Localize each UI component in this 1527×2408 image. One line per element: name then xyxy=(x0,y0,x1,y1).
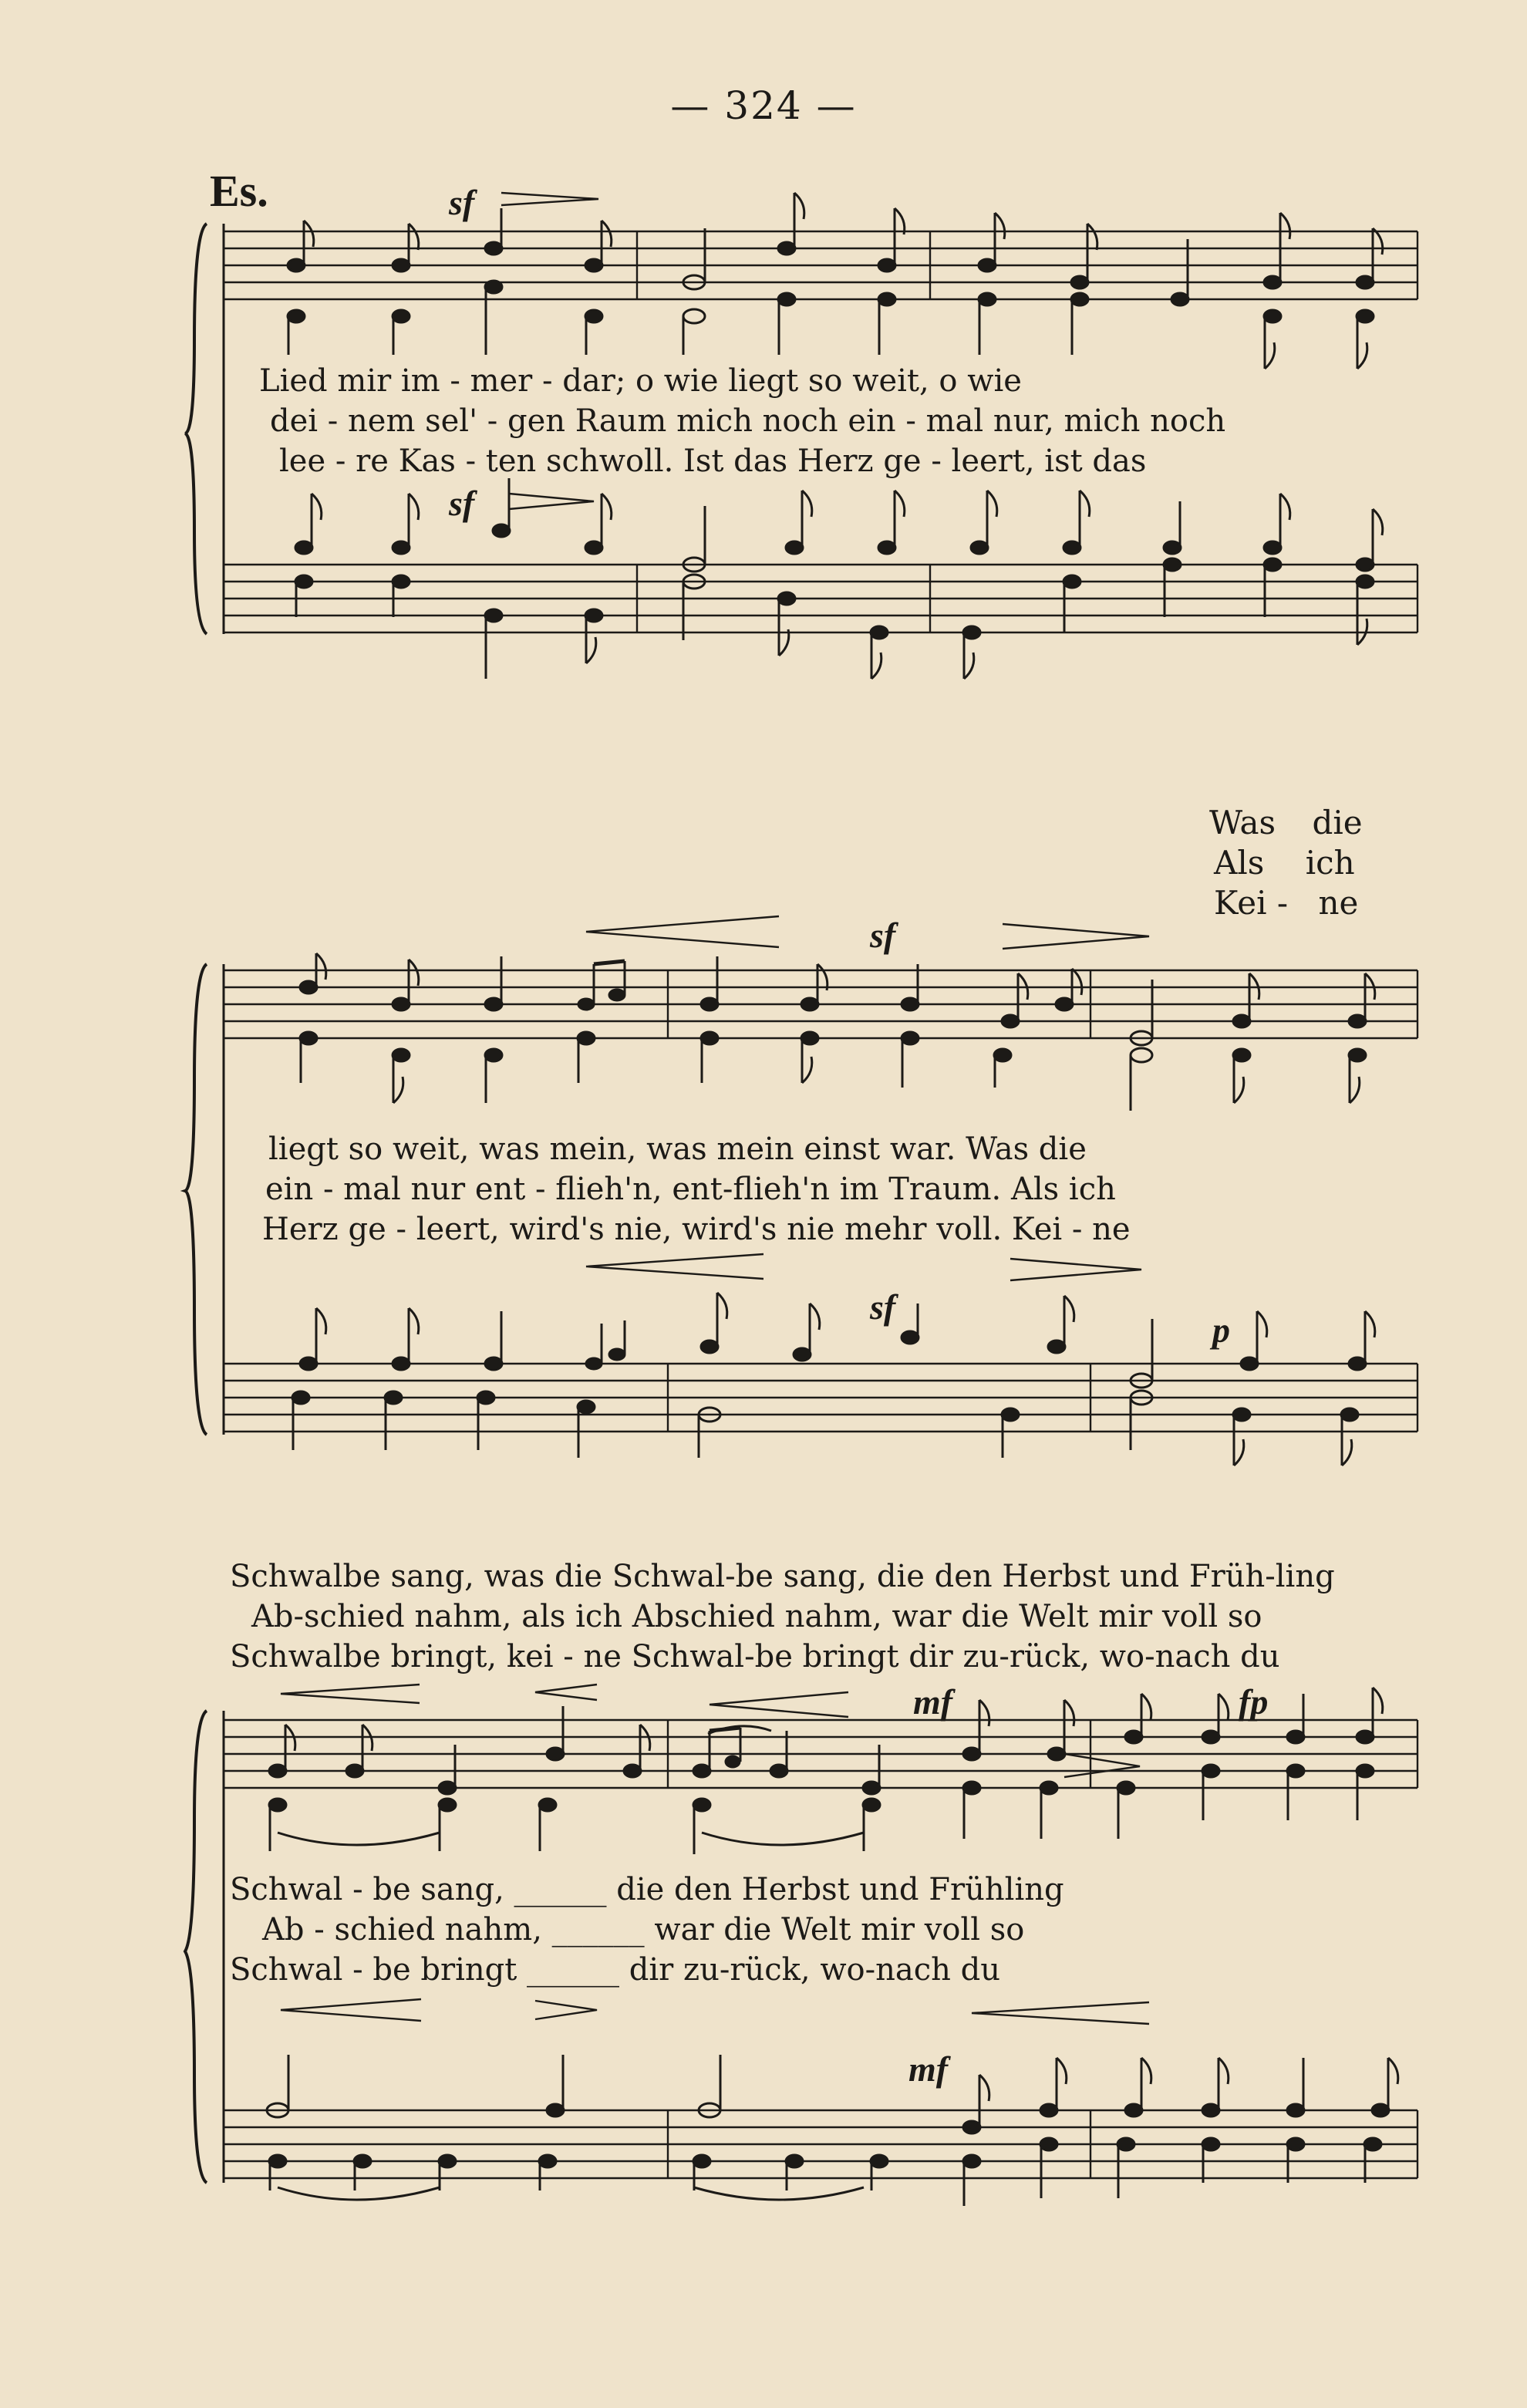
lyric-line: Schwalbe bringt, kei - ne Schwal-be bringt dir zu-rück, wo-nach du xyxy=(230,1639,1280,1674)
lyric-line: liegt so weit, was mein, was mein einst war. Was die xyxy=(268,1131,1087,1167)
cue-word: Was xyxy=(1209,804,1276,841)
dynamic-marking: sf xyxy=(449,484,475,523)
lyric-line: Ab-schied nahm, als ich Abschied nahm, war die Welt mir voll so xyxy=(251,1599,1262,1634)
lyric-line: ein - mal nur ent - flieh'n, ent-flieh'n im Traum. Als ich xyxy=(265,1172,1116,1207)
lyric-line: Schwalbe sang, was die Schwal-be sang, die den Herbst und Früh-ling xyxy=(230,1559,1335,1594)
cue-word: die xyxy=(1312,804,1363,841)
dynamic-marking: sf xyxy=(449,183,475,222)
lyric-line: Herz ge - leert, wird's nie, wird's nie mehr voll. Kei - ne xyxy=(262,1212,1131,1247)
dynamic-marking: fp xyxy=(1239,1682,1269,1722)
dynamic-marking: p xyxy=(1212,1310,1230,1350)
lyric-line: Ab - schied nahm, ______ war die Welt mir voll so xyxy=(262,1912,1025,1948)
dynamic-marking: sf xyxy=(870,916,896,955)
dynamic-marking: mf xyxy=(913,1682,953,1722)
page-number: — 324 — xyxy=(670,83,857,128)
cue-word: Kei - xyxy=(1214,884,1289,922)
key-marking: Es. xyxy=(210,166,268,216)
lyric-line: Schwal - be sang, ______ die den Herbst und Frühling xyxy=(230,1872,1064,1907)
dynamic-marking: sf xyxy=(870,1287,896,1327)
cue-word: ich xyxy=(1305,844,1355,882)
lyric-line: Lied mir im - mer - dar; o wie liegt so weit, o wie xyxy=(259,363,1022,399)
lyric-line: lee - re Kas - ten schwoll. Ist das Herz ge - leert, ist das xyxy=(279,443,1147,479)
lyric-line: Schwal - be bringt ______ dir zu-rück, wo-nach du xyxy=(230,1952,1001,1988)
cue-word: Als xyxy=(1214,844,1265,882)
dynamic-marking: mf xyxy=(908,2049,949,2089)
cue-word: ne xyxy=(1318,884,1359,922)
lyric-line: dei - nem sel' - gen Raum mich noch ein - mal nur, mich noch xyxy=(270,403,1226,439)
